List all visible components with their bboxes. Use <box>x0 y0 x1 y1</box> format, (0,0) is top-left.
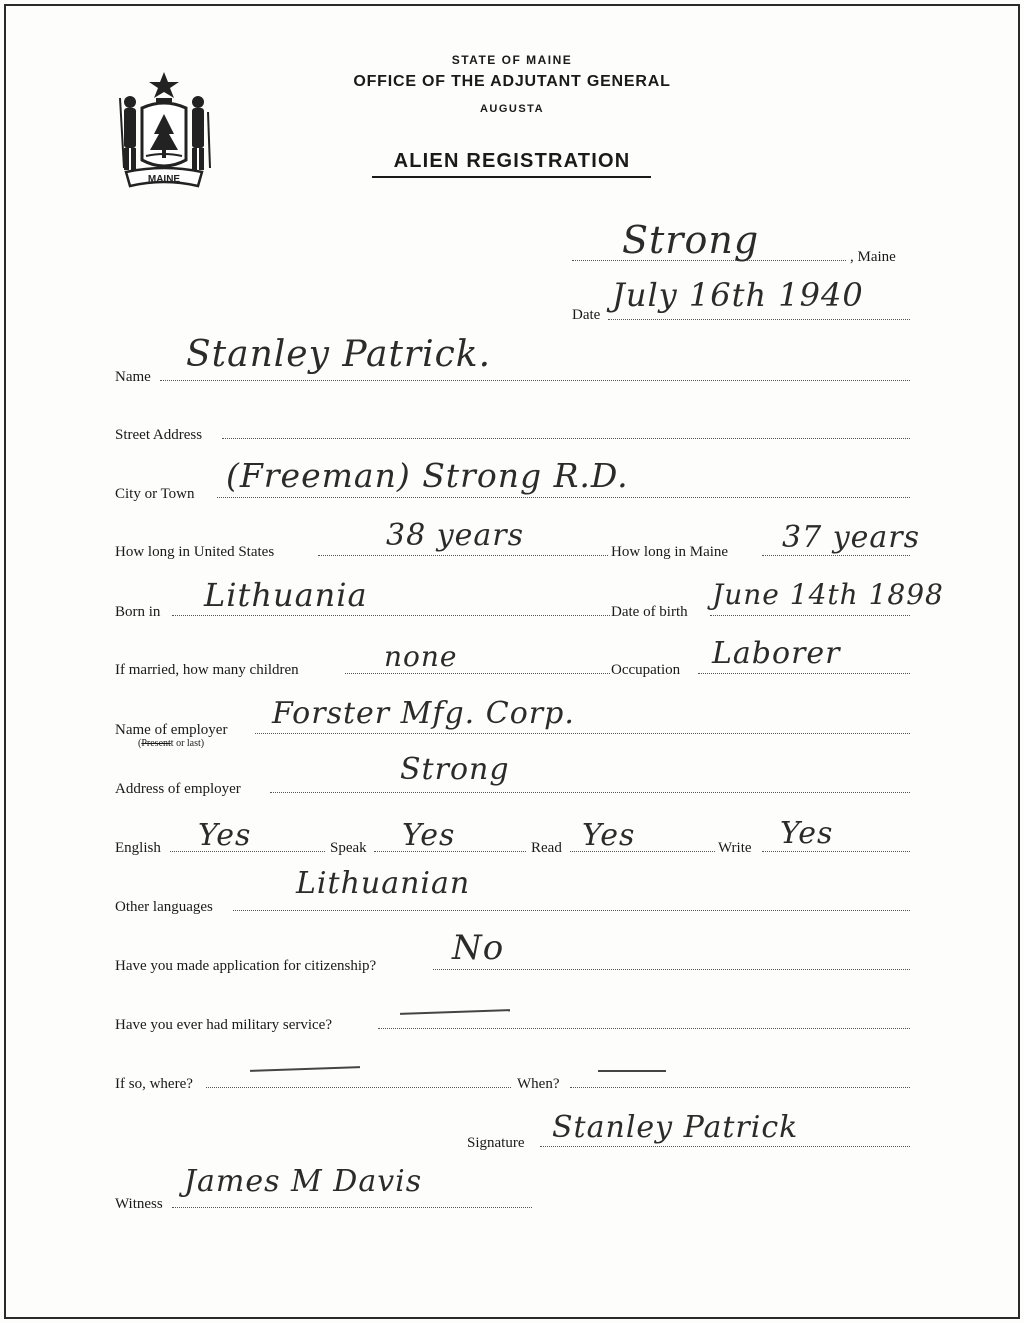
employer-name-line <box>255 732 910 734</box>
other-languages-value[interactable]: Lithuanian <box>296 866 471 901</box>
military-dash <box>400 1009 510 1015</box>
how-long-maine-label: How long in Maine <box>611 544 729 560</box>
citizenship-value[interactable]: No <box>452 928 505 968</box>
born-in-line <box>172 614 610 616</box>
write-value[interactable]: Yes <box>780 816 834 851</box>
when-line <box>570 1086 910 1088</box>
english-value[interactable]: Yes <box>198 818 252 853</box>
read-value[interactable]: Yes <box>582 818 636 853</box>
employer-note <box>138 738 204 750</box>
form-title: ALIEN REGISTRATION <box>393 150 631 172</box>
header-state: STATE OF MAINE <box>451 53 573 67</box>
employer-name-label: Name of employer <box>115 722 228 738</box>
name-value[interactable]: Stanley Patrick. <box>186 334 492 375</box>
occupation-label: Occupation <box>611 662 681 678</box>
date-label: Date <box>572 307 601 323</box>
citizenship-line <box>433 968 910 970</box>
title-underline <box>372 176 651 178</box>
employer-note-rest: t or last) <box>170 738 205 749</box>
name-line <box>160 379 910 381</box>
name-label: Name <box>115 369 151 385</box>
children-label: If married, how many children <box>115 662 299 678</box>
occupation-value[interactable]: Laborer <box>712 636 841 671</box>
signature-label: Signature <box>467 1135 525 1151</box>
citizenship-label: Have you made application for citizenship? <box>115 958 377 974</box>
where-label: If so, where? <box>115 1076 193 1092</box>
street-address-line <box>222 437 910 439</box>
where-line <box>206 1086 511 1088</box>
write-label: Write <box>718 840 752 856</box>
other-languages-label: Other languages <box>115 899 213 915</box>
occupation-line <box>698 672 910 674</box>
signature-value[interactable]: Stanley Patrick <box>552 1110 799 1145</box>
when-dash <box>598 1070 666 1072</box>
read-label: Read <box>531 840 562 856</box>
born-in-value[interactable]: Lithuania <box>204 576 368 614</box>
speak-value[interactable]: Yes <box>402 818 456 853</box>
employer-address-value[interactable]: Strong <box>400 752 510 787</box>
date-of-birth-line <box>710 614 910 616</box>
town-value: Strong <box>622 218 760 262</box>
maine-label: , Maine <box>850 249 896 265</box>
employer-address-line <box>270 791 910 793</box>
employer-note-struck: Present <box>141 738 171 749</box>
header-city: AUGUSTA <box>479 103 545 115</box>
english-label: English <box>115 840 161 856</box>
street-address-label: Street Address <box>115 427 203 443</box>
city-or-town-value[interactable]: (Freeman) Strong R.D. <box>226 456 629 495</box>
how-long-us-label: How long in United States <box>115 544 275 560</box>
witness-value[interactable]: James M Davis <box>184 1164 423 1199</box>
witness-label: Witness <box>115 1196 163 1212</box>
witness-line <box>172 1206 532 1208</box>
how-long-maine-value[interactable]: 37 years <box>782 520 921 555</box>
other-languages-line <box>233 909 910 911</box>
born-in-label: Born in <box>115 604 161 620</box>
header-office: OFFICE OF THE ADJUTANT GENERAL <box>353 73 671 90</box>
signature-line <box>540 1145 910 1147</box>
employer-address-label: Address of employer <box>115 781 241 797</box>
city-or-town-line <box>217 496 910 498</box>
children-value[interactable]: none <box>384 640 458 673</box>
military-label: Have you ever had military service? <box>115 1017 332 1033</box>
svg-text:MAINE: MAINE <box>147 174 181 185</box>
when-label: When? <box>517 1076 560 1092</box>
employer-note-open: ( <box>138 738 142 749</box>
how-long-us-line <box>318 554 608 556</box>
how-long-us-value[interactable]: 38 years <box>386 518 525 553</box>
date-value[interactable]: July 16th 1940 <box>612 276 864 314</box>
date-of-birth-value[interactable]: June 14th 1898 <box>712 578 944 611</box>
military-line <box>378 1027 910 1029</box>
where-dash <box>250 1066 360 1072</box>
date-of-birth-label: Date of birth <box>611 604 688 620</box>
date-line <box>608 318 910 320</box>
city-or-town-label: City or Town <box>115 486 195 502</box>
employer-name-value[interactable]: Forster Mfg. Corp. <box>272 696 575 731</box>
speak-label: Speak <box>330 840 367 856</box>
